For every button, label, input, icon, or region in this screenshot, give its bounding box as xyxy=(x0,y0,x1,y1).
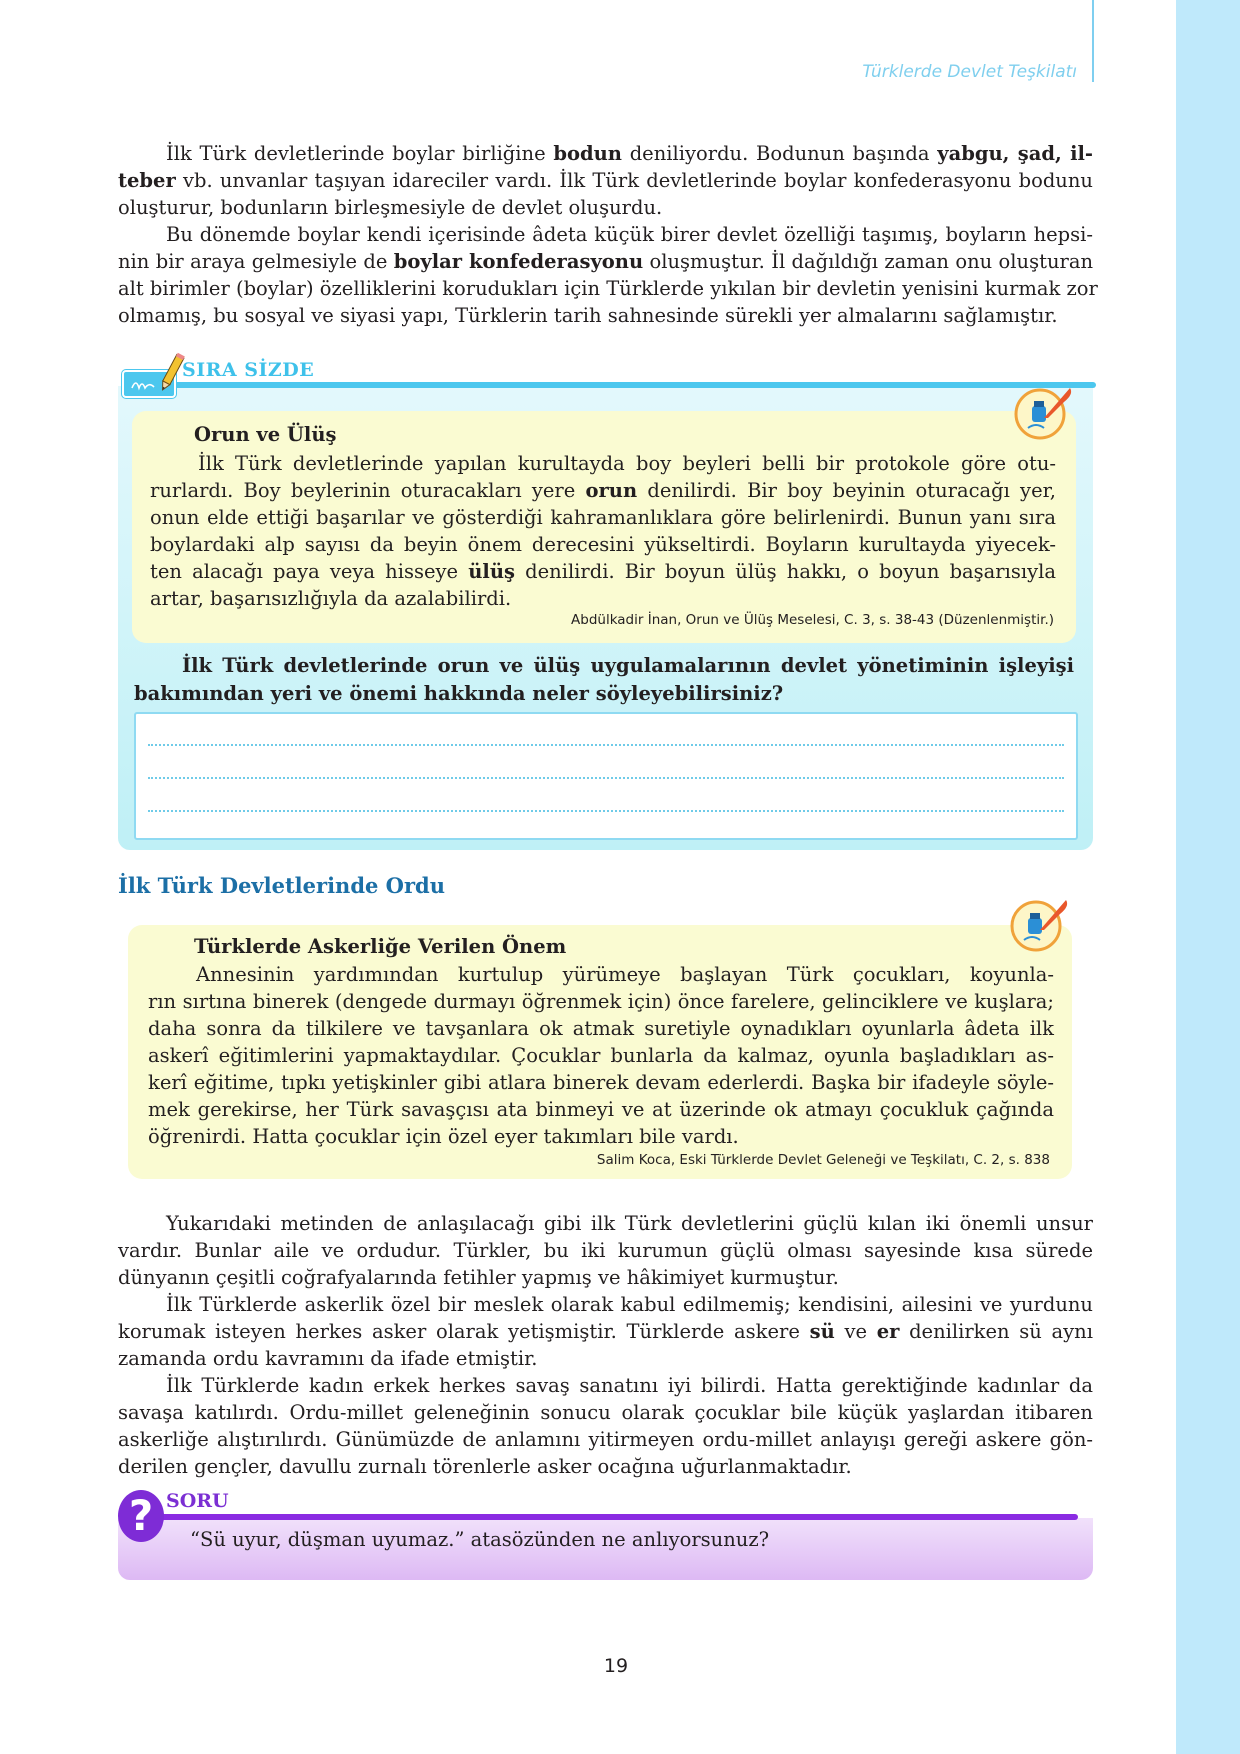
sira-sizde-activity xyxy=(118,352,1093,850)
answer-line xyxy=(148,777,1064,779)
text-line: nin bir araya gelmesiyle de boylar konfederasyonu oluşmuştur. İl dağıldığı zaman onu oluşturan xyxy=(118,250,1094,273)
body-paragraph-3 xyxy=(118,1372,1093,1480)
text-line: olmamış, bu sosyal ve siyasi yapı, Türklerin tarih sahnesinde sürekli yer almalarını sağlamıştır. xyxy=(118,304,1058,327)
text-line: Annesinin yardımından kurtulup yürümeye başlayan Türk çocukları, koyunla- xyxy=(196,963,1054,986)
text-line: İlk Türk devletlerinde boylar birliğine bodun deniliyordu. Bodunun başında yabgu, şad, il- xyxy=(166,142,1093,165)
question-line: İlk Türk devletlerinde orun ve ülüş uygulamalarının devlet yönetiminin işleyişi xyxy=(182,654,1074,677)
text-line: dünyanın çeşitli coğrafyalarında fetihler yapmış ve hâkimiyet kurmuştur. xyxy=(118,1266,839,1289)
text-line: rın sırtına binerek (dengede durmayı öğrenmek için) önce farelere, gelinciklere ve kuşlara; xyxy=(148,990,1054,1013)
text-line: teber vb. unvanlar taşıyan idareciler vardı. İlk Türk devletlerinde boylar konfederasyonu bodunu xyxy=(118,169,1093,192)
inkwell-quill-icon xyxy=(1010,896,1072,952)
text-line: oluşturur, bodunların birleşmesiyle de devlet oluşurdu. xyxy=(118,196,663,219)
text-line: İlk Türk devletlerinde yapılan kurultayda boy beyleri belli bir protokole göre otu- xyxy=(198,452,1056,475)
body-paragraph-1 xyxy=(118,1210,1093,1291)
reading-source: Abdülkadir İnan, Orun ve Ülüş Meselesi, C. 3, s. 38-43 (Düzenlenmiştir.) xyxy=(571,612,1054,628)
reading-text xyxy=(150,450,1056,612)
text-line: kerî eğitime, tıpkı yetişkinler gibi atlara binerek devam ederlerdi. Başka bir ifadeyle söyle- xyxy=(148,1071,1054,1094)
text-line: ten alacağı paya veya hisseye ülüş denilirdi. Bir boyun ülüş hakkı, o boyun başarısıyla xyxy=(150,560,1056,583)
text-line: İlk Türklerde askerlik özel bir meslek olarak kabul edilmemiş; kendisini, ailesini ve yurdunu xyxy=(166,1293,1093,1316)
text-line: Yukarıdaki metinden de anlaşılacağı gibi ilk Türk devletlerini güçlü kılan iki önemli unsur xyxy=(166,1212,1093,1235)
text-line: daha sonra da tilkilere ve tavşanlara ok atmak suretiyle oynadıkları oyunlarla âdeta ilk xyxy=(148,1017,1054,1040)
text-line: boylardaki alp sayısı da beyin önem derecesini yükseltirdi. Boyların kurultayda yiyecek- xyxy=(150,533,1056,556)
text-line: mek gerekirse, her Türk savaşçısı ata binmeyi ve at üzerinde ok atmayı çocukluk çağında xyxy=(148,1098,1054,1121)
side-color-band xyxy=(1176,0,1240,1754)
question-line: bakımından yeri ve önemi hakkında neler söyleyebilirsiniz? xyxy=(134,682,784,705)
activity-question xyxy=(134,652,1074,708)
soru-label: SORU xyxy=(166,1490,229,1512)
sira-sizde-rule xyxy=(162,382,1096,388)
text-line: askerî eğitimlerini yapmaktaydılar. Çocuklar bunlarla da kalmaz, oyunla başladıkları as- xyxy=(148,1044,1054,1067)
text-line: alt birimler (boylar) özelliklerini korudukları için Türklerde yıkılan bir devletin yenisini kurmak zor xyxy=(118,277,1098,300)
question-mark-icon: ? xyxy=(118,1490,164,1542)
answer-area[interactable] xyxy=(134,712,1078,840)
reading-box-orun-ulus xyxy=(132,411,1076,643)
text-line: korumak isteyen herkes asker olarak yetişmiştir. Türklerde askere sü ve er denilirken sü aynı xyxy=(118,1320,1093,1343)
running-title: Türklerde Devlet Teşkilatı xyxy=(862,62,1077,82)
page-number: 19 xyxy=(603,1655,629,1677)
reading-title: Orun ve Ülüş xyxy=(194,423,337,446)
military-title: Türklerde Askerliğe Verilen Önem xyxy=(194,935,567,958)
section-heading: İlk Türk Devletlerinde Ordu xyxy=(118,873,445,898)
text-line: öğrenirdi. Hatta çocuklar için özel eyer takımları bile vardı. xyxy=(148,1125,739,1148)
soru-rule xyxy=(156,1514,1078,1520)
military-text xyxy=(148,961,1054,1150)
header-rule xyxy=(1092,0,1094,82)
text-line: İlk Türklerde kadın erkek herkes savaş sanatını iyi bilirdi. Hatta gerektiğinde kadınlar da xyxy=(166,1374,1093,1397)
body-paragraph-2 xyxy=(118,1291,1093,1372)
reading-box-military xyxy=(128,925,1072,1179)
text-line: zamanda ordu kavramını da ifade etmiştir. xyxy=(118,1347,538,1370)
text-line: rurlardı. Boy beylerinin oturacakları yere orun denilirdi. Bir boy beyinin oturacağı yer, xyxy=(150,479,1056,502)
text-line: Bu dönemde boylar kendi içerisinde âdeta küçük birer devlet özelliği taşımış, boyların hepsi- xyxy=(166,223,1093,246)
text-line: onun elde ettiği başarılar ve gösterdiği kahramanlıklara göre belirlenirdi. Bunun yanı sıra xyxy=(150,506,1056,529)
answer-line xyxy=(148,810,1064,812)
soru-question: “Sü uyur, düşman uyumaz.” atasözünden ne anlıyorsunuz? xyxy=(190,1528,770,1551)
text-line: derilen gençler, davullu zurnalı törenlerle asker ocağına uğurlanmaktadır. xyxy=(118,1455,852,1478)
text-line: savaşa katılırdı. Ordu-millet geleneğinin sonucu olarak çocuklar bile küçük yaşlardan itibaren xyxy=(118,1401,1093,1424)
intro-paragraph-2 xyxy=(118,221,1098,329)
soru-box xyxy=(118,1490,1093,1580)
military-source: Salim Koca, Eski Türklerde Devlet Geleneği ve Teşkilatı, C. 2, s. 838 xyxy=(596,1152,1050,1168)
text-line: artar, başarısızlığıyla da azalabilirdi. xyxy=(150,587,512,610)
inkwell-quill-icon xyxy=(1014,384,1076,440)
sira-sizde-label: SIRA SİZDE xyxy=(182,359,315,381)
intro-paragraph-1 xyxy=(118,140,1093,221)
text-line: askerliğe alıştırılırdı. Günümüzde de anlamını yitirmeyen ordu-millet anlayışı gereği askere gön- xyxy=(118,1428,1093,1451)
answer-line xyxy=(148,744,1064,746)
text-line: vardır. Bunlar aile ve ordudur. Türkler, bu iki kurumun güçlü olması sayesinde kısa sürede xyxy=(118,1239,1093,1262)
